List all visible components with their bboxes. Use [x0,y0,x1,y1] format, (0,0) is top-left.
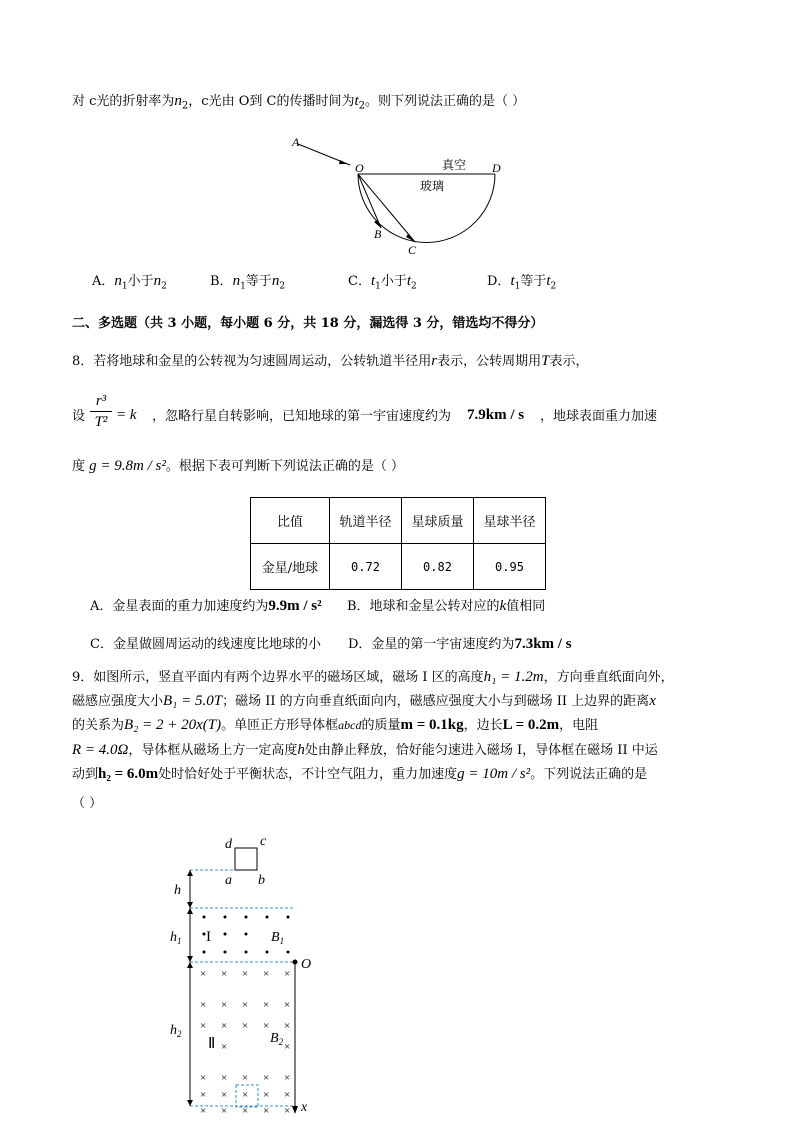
incident-arrow-icon [339,160,348,164]
arrow-down-icon [187,956,193,962]
label-B: B [374,227,382,241]
q9-magnetic-field-figure [160,828,330,1120]
coil-square [235,848,257,870]
svg-text:×: × [221,1105,228,1117]
label-h: h [174,883,181,898]
q7-option-c[interactable]: C．$t_1$小于$t_2$ [348,273,417,292]
arrow-down-icon [187,902,193,908]
label-b: b [258,873,265,888]
ray-OB [358,174,381,228]
label-I: I [206,929,211,945]
table-header-row [251,498,546,544]
q8-line3: 度 g = 9.8m / s²。根据下表可判断下列说法正确的是（ ） [72,458,405,474]
svg-text:×: × [242,999,249,1011]
label-h1: $h_1$ [170,930,182,946]
label-h2: $h_2$ [170,1023,182,1039]
label-O: O [355,161,364,175]
label-x: x [301,1100,308,1115]
section-title: 二、多选题（共 3 小题，每小题 6 分，共 18 分，漏选得 3 分，错选均不得分） [72,316,544,331]
label-B2: $B_2$ [270,1031,284,1047]
q7-intro: 对 c光的折射率为$n_2$，c光由 O到 C的传播时间为$t_2$。则下列说法正确的是（ ） [72,93,526,112]
x-axis-arrow-icon [292,1106,298,1114]
table-cell: 0.82 [402,544,474,590]
svg-text:×: × [221,999,228,1011]
q8-option-c[interactable]: C．金星做圆周运动的线速度比地球的小 [90,637,321,652]
svg-text:×: × [263,968,270,980]
q9-line4: R = 4.0Ω，导体框从磁场上方一定高度h处由静止释放，恰好能匀速进入磁场 I，导体框在磁场 II 中运 [72,742,658,758]
svg-text:×: × [200,999,207,1011]
label-B1: $B_1$ [271,930,285,946]
label-glass: 玻璃 [420,179,445,193]
q9-line2: 磁感应强度大小B₁ = 5.0T；磁场 II 的方向垂直纸面向内，磁感应强度大小与到磁场 II 上边界的距离x [72,693,656,709]
q8-option-b[interactable]: B．地球和金星公转对应的k值相同 [347,598,546,614]
q8-line1: 8．若将地球和金星的公转视为匀速圆周运动，公转轨道半径用r表示，公转周期用T表示， [72,353,589,369]
svg-text:×: × [200,1105,207,1117]
svg-text:×: × [263,1089,270,1101]
q9-line5: 动到h₂ = 6.0m处时恰好处于平衡状态，不计空气阻力，重力加速度g = 10m / s²。下列说法正确的是 [72,766,648,782]
svg-text:×: × [263,1020,270,1032]
q8-data-table [250,497,546,590]
origin-point [293,960,298,965]
svg-text:×: × [221,1020,228,1032]
svg-text:×: × [221,968,228,980]
svg-text:×: × [242,1089,249,1101]
q8-option-a[interactable]: A．金星表面的重力加速度约为9.9m / s² [90,598,322,614]
label-a: a [225,873,232,888]
table-header: 星球半径 [474,498,546,544]
arrow-up-icon [187,962,193,968]
label-D: D [492,161,501,175]
q7-option-b[interactable]: B．$n_1$等于$n_2$ [210,273,286,292]
arrow-up-icon [187,870,193,876]
svg-text:×: × [263,1072,270,1084]
svg-text:×: × [284,1089,291,1101]
svg-text:×: × [284,1072,291,1084]
q9-line3: 的关系为B₂ = 2 + 20x(T)。单匝正方形导体框abcd的质量m = 0.1kg，边长L = 0.2m，电阻 [72,717,599,733]
svg-text:×: × [242,1105,249,1117]
svg-text:×: × [200,968,207,980]
q8-option-d[interactable]: D．金星的第一宇宙速度约为7.3km / s [348,636,572,652]
table-header: 星球质量 [402,498,474,544]
q7-option-a[interactable]: A．$n_1$小于$n_2$ [92,273,167,292]
q7-option-d[interactable]: D．$t_1$等于$t_2$ [487,273,557,292]
table-header: 比值 [251,498,330,544]
svg-text:×: × [242,968,249,980]
label-C: C [408,243,417,257]
svg-text:×: × [221,1041,228,1053]
svg-text:×: × [200,1020,207,1032]
table-header: 轨道半径 [330,498,402,544]
svg-text:×: × [221,1072,228,1084]
svg-text:×: × [284,968,291,980]
label-O: O [301,957,312,972]
table-cell: 0.72 [330,544,402,590]
q7-refraction-figure [280,130,520,265]
arrow-up-icon [187,908,193,914]
arrow-down-icon [187,1100,193,1106]
label-A: A [292,135,300,149]
label-vacuum: 真空 [442,158,467,172]
svg-text:×: × [284,999,291,1011]
table-cell: 0.95 [474,544,546,590]
svg-text:×: × [263,1105,270,1117]
svg-text:×: × [242,1020,249,1032]
label-c: c [260,834,267,849]
q9-answer-bracket: （ ） [72,796,103,811]
svg-text:×: × [284,1041,291,1053]
svg-text:×: × [284,1020,291,1032]
svg-text:×: × [242,1072,249,1084]
q9-line1: 9．如图所示，竖直平面内有两个边界水平的磁场区域，磁场 I 区的高度h₁ = 1.2m，方向垂直纸面向外， [72,669,674,685]
svg-text:×: × [221,1089,228,1101]
table-row [251,544,546,590]
svg-text:×: × [284,1105,291,1117]
table-cell: 金星/地球 [251,544,330,590]
svg-text:×: × [200,1089,207,1101]
label-d: d [225,837,232,852]
label-II: Ⅱ [208,1036,216,1052]
svg-text:×: × [263,999,270,1011]
svg-text:×: × [200,1072,207,1084]
